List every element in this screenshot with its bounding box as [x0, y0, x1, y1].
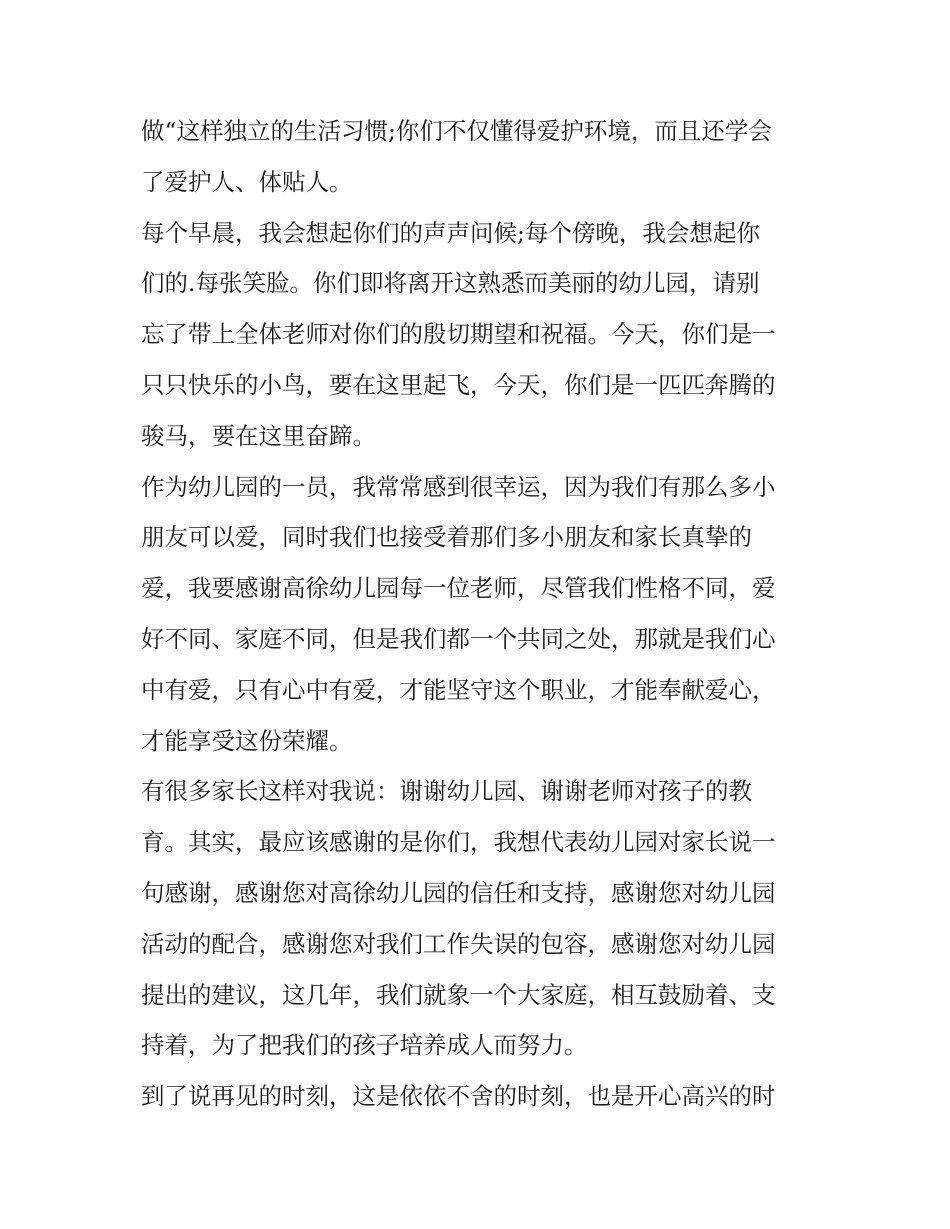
- text-line: 持着，为了把我们的孩子培养成人而努力。: [141, 1031, 588, 1060]
- text-line: 才能享受这份荣耀。: [141, 726, 353, 755]
- text-line: 只只快乐的小鸟，要在这里起飞，今天，你们是一匹匹奔腾的: [141, 370, 776, 399]
- text-line: 有很多家长这样对我说：谢谢幼儿园、谢谢老师对孩子的教: [141, 777, 752, 806]
- text-line: 提出的建议，这几年，我们就象一个大家庭，相互鼓励着、支: [141, 980, 776, 1009]
- text-line: 育。其实，最应该感谢的是你们，我想代表幼儿园对家长说一: [141, 828, 776, 857]
- text-line: 活动的配合，感谢您对我们工作失误的包容，感谢您对幼儿园: [141, 929, 776, 958]
- text-line: 们的.每张笑脸。你们即将离开这熟悉而美丽的幼儿园，请别: [141, 269, 760, 298]
- text-line: 句感谢，感谢您对高徐幼儿园的信任和支持，感谢您对幼儿园: [141, 878, 776, 907]
- text-line: 忘了带上全体老师对你们的殷切期望和祝福。今天，你们是一: [141, 320, 776, 349]
- text-line: 中有爱，只有心中有爱，才能坚守这个职业，才能奉献爱心，: [141, 675, 776, 704]
- text-line: 爱，我要感谢高徐幼儿园每一位老师，尽管我们性格不同，爱: [141, 574, 776, 603]
- text-line: 了爱护人、体贴人。: [141, 167, 353, 196]
- text-line: 骏马，要在这里奋蹄。: [141, 421, 376, 450]
- text-line: 每个早晨，我会想起你们的声声问候;每个傍晚，我会想起你: [141, 218, 760, 247]
- text-line: 做“这样独立的生活习惯;你们不仅懂得爱护环境，而且还学会: [141, 117, 772, 145]
- text-line: 好不同、家庭不同，但是我们都一个共同之处，那就是我们心: [141, 624, 776, 653]
- body-text: [141, 106, 821, 1122]
- text-line: 到了说再见的时刻，这是依依不舍的时刻，也是开心高兴的时: [141, 1082, 776, 1111]
- text-line: 作为幼儿园的一员，我常常感到很幸运，因为我们有那么多小: [141, 472, 776, 501]
- text-line: 朋友可以爱，同时我们也接受着那们多小朋友和家长真挚的: [141, 523, 752, 552]
